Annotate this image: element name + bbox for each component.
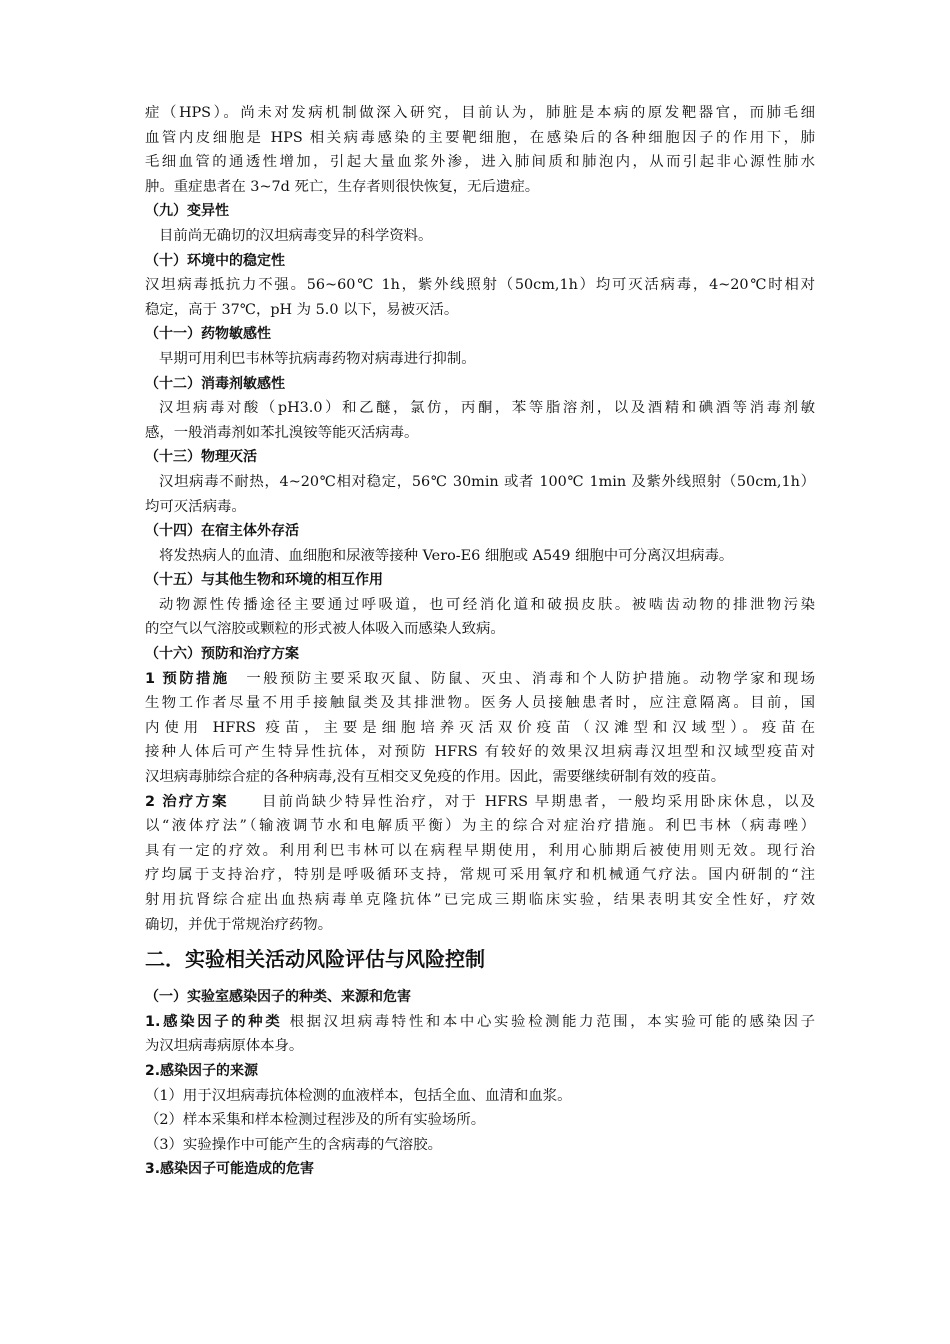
text-line [145,1010,815,1035]
prevention-label: 1 预防措施 [145,670,230,687]
text-line: 的空气以气溶胶或颗粒的形式被人体吸入而感染人致病。 [145,621,505,638]
text-line [145,667,815,692]
text-line: 接种人体后可产生特异性抗体，对预防 HFRS 有较好的效果汉坦病毒汉坦型和汉域型疫苗对 [145,744,815,761]
text-line: 肿。重症患者在 3~7d 死亡，生存者则很快恢复，无后遗症。 [145,178,540,195]
text-line: 血管内皮细胞是 HPS 相关病毒感染的主要靶细胞，在感染后的各种细胞因子的作用下，肺 [145,129,815,146]
text-line: 毛细血管的通透性增加，引起大量血浆外渗，进入肺间质和肺泡内，从而引起非心源性肺水 [145,154,815,171]
text-line [145,790,815,815]
heading-physical-inactivation: （十三）物理灭活 [145,449,257,466]
prevention-paragraph [145,667,815,790]
text-line: 早期可用利巴韦林等抗病毒药物对病毒进行抑制。 [159,350,476,367]
list-item: （2）样本采集和样本检测过程涉及的所有实验场所。 [145,1112,486,1129]
text-line: 汉坦病毒肺综合症的各种病毒,没有互相交叉免疫的作用。因此，需要继续研制有效的疫苗。 [145,769,726,786]
text-line: 感，一般消毒剂如苯扎溴铵等能灭活病毒。 [145,424,419,441]
text-line: 以“液体疗法”（输液调节水和电解质平衡）为主的综合对症治疗措施。利巴韦林（病毒唑） [145,818,815,835]
heading-interactions: （十五）与其他生物和环境的相互作用 [145,572,383,589]
heading-prevention-treatment: （十六）预防和治疗方案 [145,646,299,663]
text-line: 动物源性传播途径主要通过呼吸道，也可经消化道和破损皮肤。被啮齿动物的排泄物污染 [159,596,815,613]
section-title: 二．实验相关活动风险评估与风险控制 [145,947,485,972]
heading-drug-sensitivity: （十一）药物敏感性 [145,326,271,343]
heading-infection-factors: （一）实验室感染因子的种类、来源和危害 [145,989,411,1006]
text-line: 汉坦病毒对酸（pH3.0）和乙醚，氯仿，丙酮，苯等脂溶剂，以及酒精和碘酒等消毒剂敏 [159,400,815,417]
prevention-text: 一般预防主要采取灭鼠、防鼠、灭虫、消毒和个人防护措施。动物学家和现场 [229,670,815,687]
text-line: 疗均属于支持治疗，特别是呼吸循环支持，常规可采用氧疗和机械通气疗法。国内研制的“注 [145,867,815,884]
text-line: 内使用 HFRS 疫苗，主要是细胞培养灭活双价疫苗（汉滩型和汉域型）。疫苗在 [145,719,815,736]
list-item: （1）用于汉坦病毒抗体检测的血液样本，包括全血、血清和血浆。 [145,1087,572,1104]
factor-type-label: 1.感染因子的种类 [145,1013,283,1030]
text-line: 汉坦病毒抵抗力不强。56~60℃ 1h，紫外线照射（50cm,1h）均可灭活病毒，4~20℃时相对 [145,277,815,294]
text-line: 将发热病人的血清、血细胞和尿液等接种 Vero-E6 细胞或 A549 细胞中可分离汉坦病毒。 [159,547,734,564]
text-line: 确切，并优于常规治疗药物。 [145,916,333,933]
treatment-text: 目前尚缺少特异性治疗，对于 HFRS 早期患者，一般均采用卧床休息，以及 [228,793,815,810]
text-line: 具有一定的疗效。利用利巴韦林可以在病程早期使用，利用心肺期后被使用则无效。现行治 [145,842,815,859]
list-item: （3）实验操作中可能产生的含病毒的气溶胶。 [145,1136,442,1153]
heading-disinfectant-sensitivity: （十二）消毒剂敏感性 [145,375,285,392]
text-line: 汉坦病毒不耐热，4~20℃相对稳定，56℃ 30min 或者 100℃ 1min 及紫外线照射（50cm,1h） [159,473,815,490]
text-line: 生物工作者尽量不用手接触鼠类及其排泄物。医务人员接触患者时，应注意隔离。目前，国 [145,695,815,712]
heading-environment-stability: （十）环境中的稳定性 [145,252,285,269]
hps-paragraph [145,101,815,199]
text-line: 均可灭活病毒。 [145,498,246,515]
factor-hazard-label: 3.感染因子可能造成的危害 [145,1161,315,1178]
treatment-paragraph [145,790,815,938]
text-line: 为汉坦病毒病原体本身。 [145,1038,304,1055]
heading-variability: （九）变异性 [145,203,229,220]
text-line: 目前尚无确切的汉坦病毒变异的科学资料。 [159,227,433,244]
document-body [145,101,815,1182]
factor-source-label: 2.感染因子的来源 [145,1062,259,1079]
text-line: 射用抗肾综合症出血热病毒单克隆抗体”已完成三期临床实验，结果表明其安全性好，疗效 [145,892,815,908]
factor-type-text: 根据汉坦病毒特性和本中心实验检测能力范围，本实验可能的感染因子 [282,1013,815,1030]
heading-survival-outside-host: （十四）在宿主体外存活 [145,523,299,540]
treatment-label: 2 治疗方案 [145,793,229,810]
text-line: 症（HPS）。尚未对发病机制做深入研究，目前认为，肺脏是本病的原发靶器官，而肺毛细 [145,105,815,121]
text-line: 稳定，高于 37℃，pH 为 5.0 以下，易被灭活。 [145,301,459,318]
